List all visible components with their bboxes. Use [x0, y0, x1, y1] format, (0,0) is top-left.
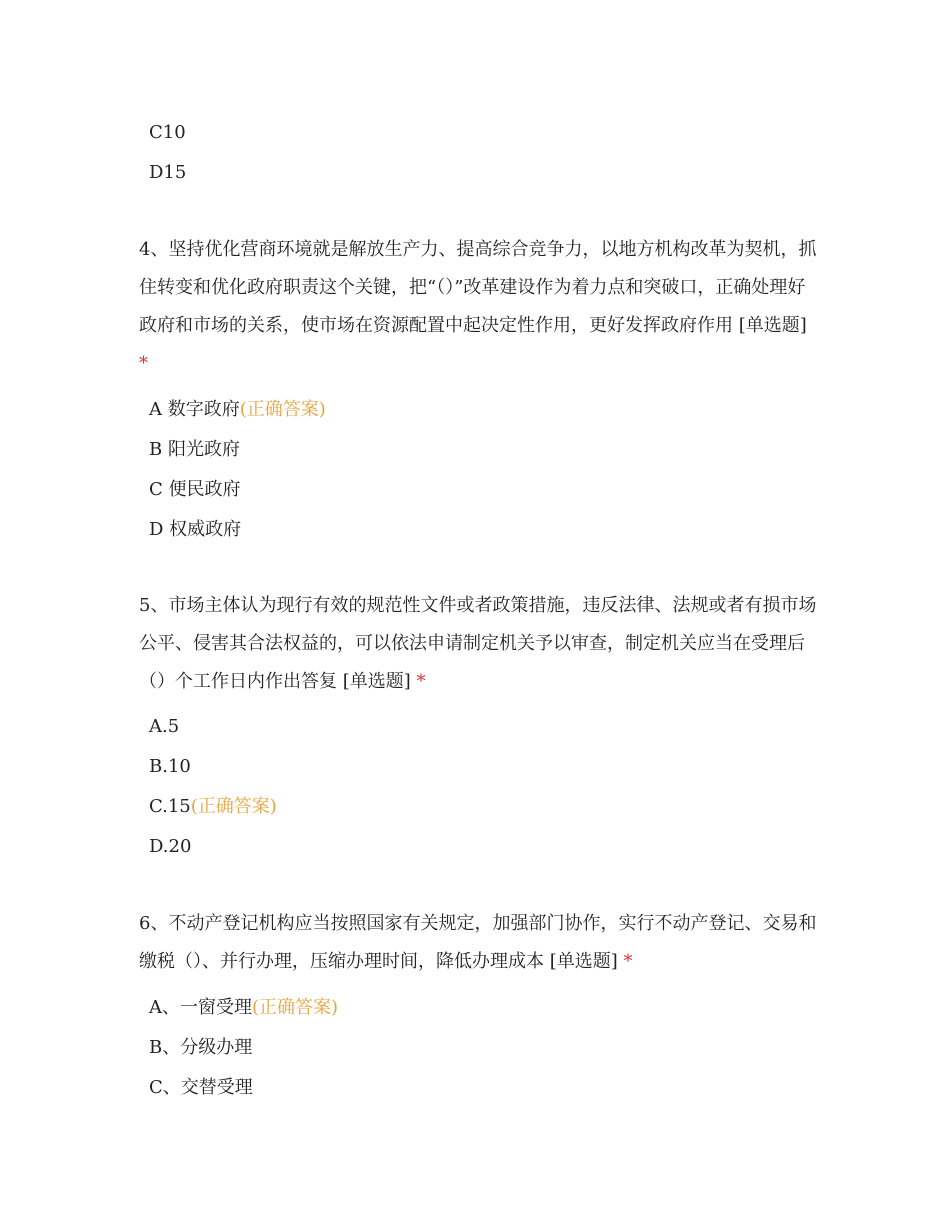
- option-label: C、交替受理: [149, 1077, 253, 1098]
- correct-answer-mark: (正确答案): [190, 796, 277, 817]
- question-4: [139, 231, 819, 383]
- option-label: B.10: [149, 756, 191, 777]
- option-label: C 便民政府: [149, 479, 241, 500]
- question-type: [单选题]: [738, 315, 807, 336]
- option-label: D.20: [149, 836, 192, 857]
- option-c[interactable]: [149, 121, 186, 145]
- option-b[interactable]: [149, 438, 240, 462]
- option-label: A.5: [149, 716, 180, 737]
- required-mark: *: [623, 951, 633, 972]
- required-mark: *: [139, 353, 148, 374]
- question-5: [139, 587, 819, 701]
- option-a[interactable]: [149, 398, 326, 422]
- option-label: D15: [149, 162, 187, 183]
- option-c[interactable]: [149, 478, 241, 502]
- option-c[interactable]: [149, 795, 277, 819]
- option-a[interactable]: [149, 715, 179, 739]
- required-mark: *: [416, 671, 426, 692]
- option-c[interactable]: [149, 1076, 253, 1100]
- option-label: A、一窗受理: [149, 997, 252, 1018]
- option-label: D 权威政府: [149, 519, 242, 540]
- option-b[interactable]: [149, 1036, 252, 1060]
- question-6: [139, 905, 819, 981]
- option-d[interactable]: [149, 518, 241, 542]
- option-label: B、分级办理: [149, 1037, 253, 1058]
- option-d[interactable]: [149, 161, 186, 185]
- option-d[interactable]: [149, 835, 191, 859]
- question-type: [单选题]: [549, 951, 618, 972]
- question-text: 4、坚持优化营商环境就是解放生产力、提高综合竞争力，以地方机构改革为契机，抓住转变和优化政府职责这个关键，把“（）”改革建设作为着力点和突破口，正确处理好政府和市场的关系，使市场在资源配置中起决定性作用，更好发挥政府作用: [139, 239, 817, 336]
- question-text: 6、不动产登记机构应当按照国家有关规定，加强部门协作，实行不动产登记、交易和缴税（）、并行办理，压缩办理时间，降低办理成本: [139, 913, 817, 972]
- option-b[interactable]: [149, 755, 191, 779]
- question-type: [单选题]: [342, 671, 411, 692]
- option-label: B 阳光政府: [149, 439, 240, 460]
- correct-answer-mark: (正确答案): [252, 997, 339, 1018]
- question-text: 5、市场主体认为现行有效的规范性文件或者政策措施，违反法律、法规或者有损市场公平、侵害其合法权益的，可以依法申请制定机关予以审查，制定机关应当在受理后（）个工作日内作出答复: [139, 595, 817, 692]
- correct-answer-mark: (正确答案): [239, 399, 326, 420]
- option-label: C10: [149, 122, 186, 143]
- option-label: A 数字政府: [149, 399, 240, 420]
- option-label: C.15: [149, 796, 191, 817]
- option-a[interactable]: [149, 996, 338, 1020]
